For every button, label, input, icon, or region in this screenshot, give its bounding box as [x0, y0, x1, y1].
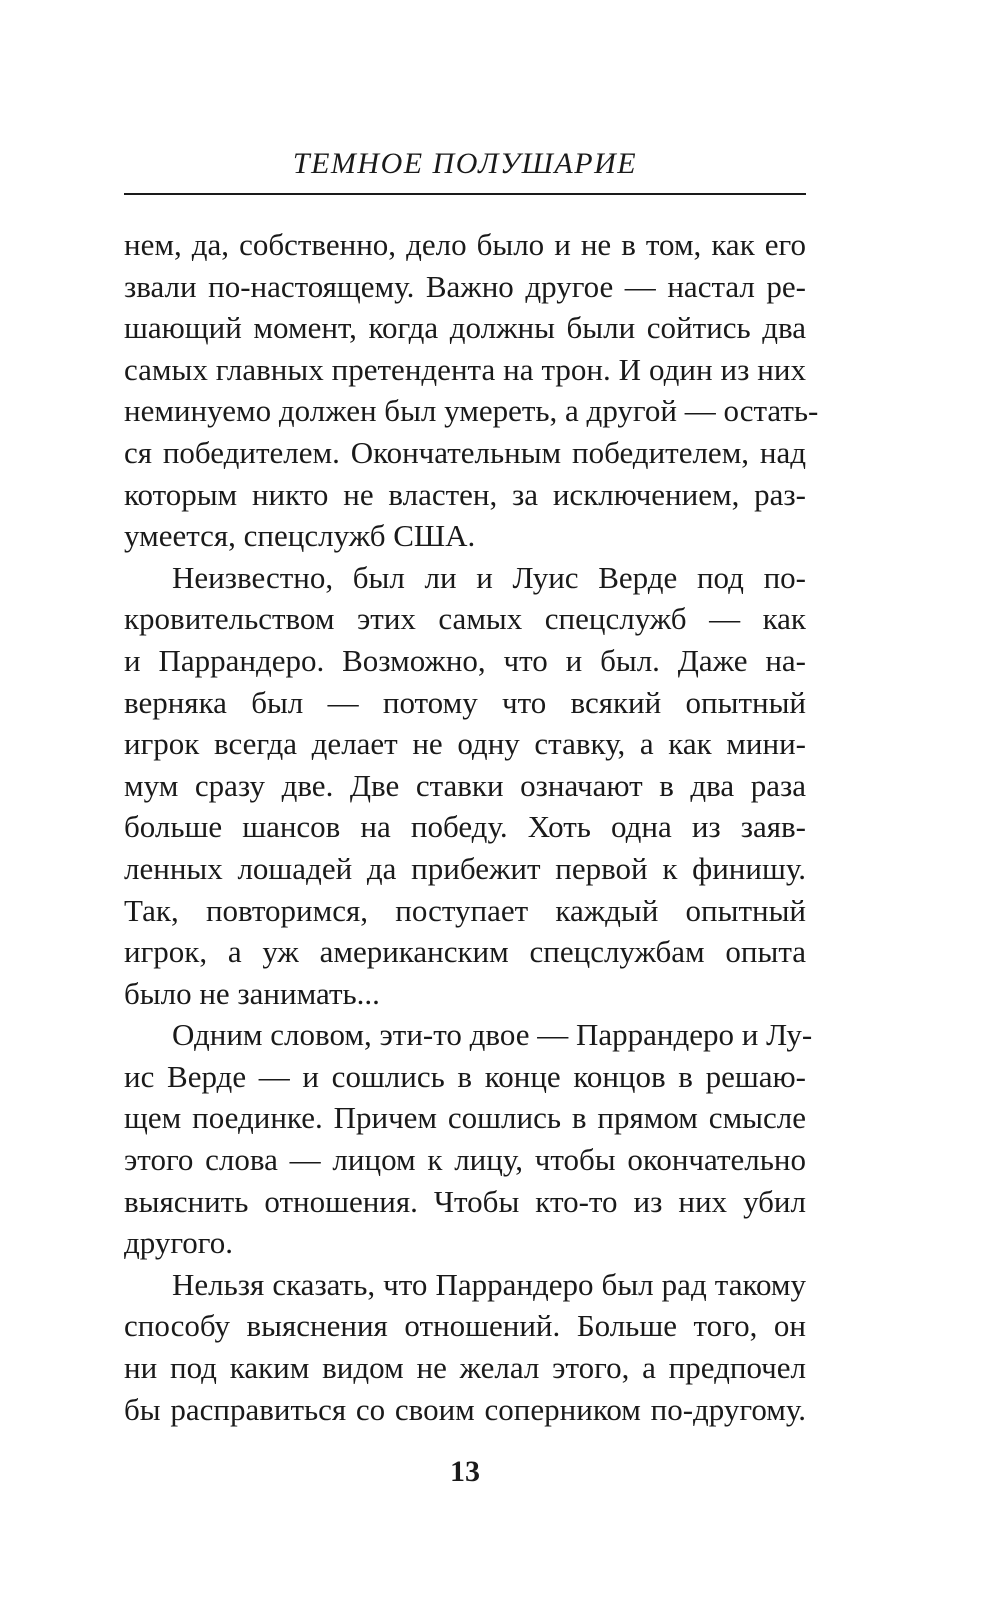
text-line: бы расправиться со своим соперником по-другому.	[124, 1391, 806, 1427]
text-line: ис Верде — и сошлись в конце концов в решаю-	[124, 1058, 806, 1094]
text-line: верняка был — потому что всякий опытный	[124, 684, 806, 720]
text-line: звали по-настоящему. Важно другое — настал ре-	[124, 268, 806, 304]
text-line: нем, да, собственно, дело было и не в том, как его	[124, 227, 806, 262]
text-line: ся победителем. Окончательным победителем, над	[124, 434, 806, 470]
text-line: ленных лошадей да прибежит первой к финишу.	[124, 850, 806, 886]
text-line: ни под каким видом не желал этого, а предпочел	[124, 1350, 806, 1386]
text-line: Нельзя сказать, что Паррандеро был рад такому	[172, 1266, 806, 1302]
text-line: больше шансов на победу. Хоть одна из заяв-	[124, 809, 806, 845]
text-line: неминуемо должен был умереть, а другой — остать-	[124, 393, 819, 429]
text-line: Так, повторимся, поступает каждый опытный	[124, 892, 806, 928]
text-line: Одним словом, эти-то двое — Паррандеро и Лу-	[172, 1017, 813, 1053]
text-line: было не занимать...	[124, 975, 380, 1011]
text-line: игрок, а уж американским спецслужбам опыта	[124, 934, 806, 970]
text-line: щем поединке. Причем сошлись в прямом смысле	[124, 1100, 806, 1136]
text-line: этого слова — лицом к лицу, чтобы окончательно	[124, 1142, 806, 1178]
text-line: и Паррандеро. Возможно, что и был. Даже на-	[124, 642, 806, 678]
text-line: которым никто не властен, за исключением, раз-	[124, 476, 806, 512]
body-text	[124, 224, 819, 1430]
text-line: самых главных претендента на трон. И один из них	[124, 351, 806, 387]
text-line: кровительством этих самых спецслужб — как	[124, 601, 806, 637]
text-line: способу выяснения отношений. Больше того, он	[124, 1308, 806, 1344]
text-line: игрок всегда делает не одну ставку, а как мини-	[124, 726, 806, 762]
text-line: умеется, спецслужб США.	[124, 518, 476, 554]
text-line: выяснить отношения. Чтобы кто-то из них убил	[124, 1183, 806, 1219]
page-number: 13	[450, 1455, 480, 1488]
text-line: шающий момент, когда должны были сойтись два	[124, 310, 806, 346]
text-line: другого.	[124, 1225, 233, 1261]
text-line: мум сразу две. Две ставки означают в два раза	[124, 767, 806, 803]
text-line: Неизвестно, был ли и Луис Верде под по-	[172, 559, 806, 595]
header-rule	[124, 193, 806, 195]
running-head: ТЕМНОЕ ПОЛУШАРИЕ	[292, 147, 638, 180]
